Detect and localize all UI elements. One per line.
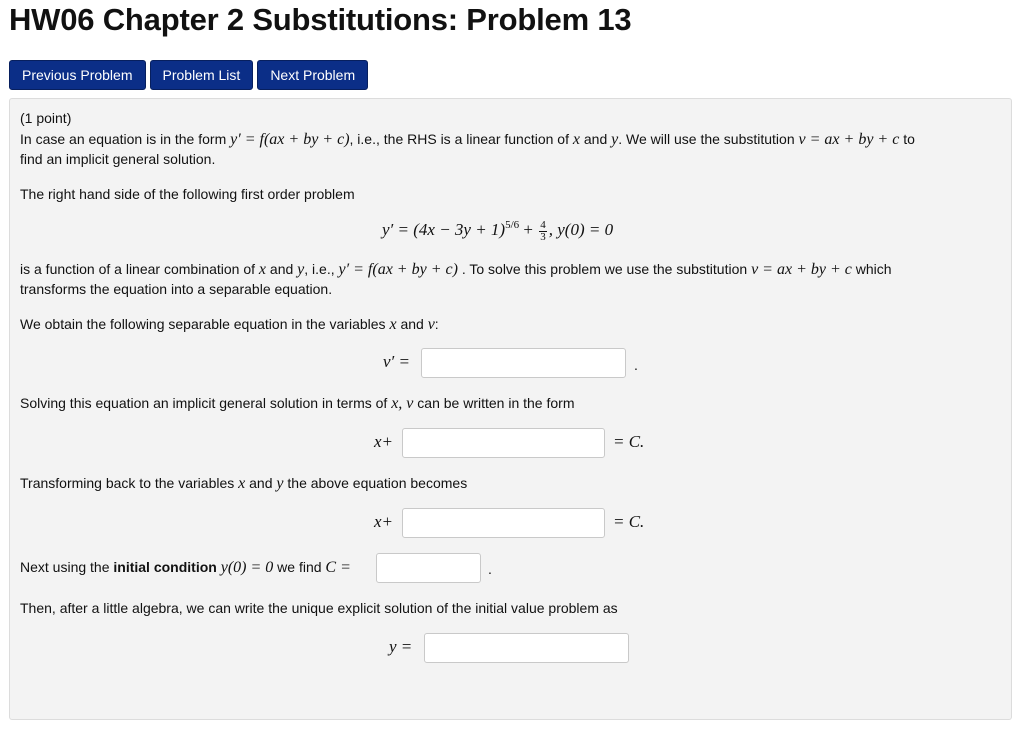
intro-x-math: x bbox=[572, 131, 580, 148]
separable-x-math: x bbox=[389, 316, 397, 333]
explicit-y-label-text: y = bbox=[389, 637, 413, 656]
linear-substitution-math: v = ax + by + c bbox=[751, 261, 852, 278]
separable-and: and bbox=[400, 316, 424, 332]
rhs-text: The right hand side of the following first order problem bbox=[20, 186, 355, 202]
problem-panel bbox=[9, 98, 1012, 720]
implicit-xv-equals-c-text: = C. bbox=[613, 432, 645, 451]
intro-text-a: In case an equation is in the form bbox=[20, 131, 227, 147]
implicit-xv-label-text: x+ bbox=[374, 432, 394, 451]
intro-line-2: find an implicit general solution. bbox=[20, 151, 216, 167]
linear-text-a: is a function of a linear combination of bbox=[20, 261, 256, 277]
ic-text-a: Next using the bbox=[20, 559, 110, 575]
transform-x-math: x bbox=[238, 475, 246, 492]
linear-x-math: x bbox=[258, 261, 267, 278]
points-label: (1 point) bbox=[20, 110, 72, 126]
ode-lhs: y′ = (4x − 3y + 1) bbox=[382, 220, 506, 239]
explicit-y-label bbox=[389, 637, 412, 657]
ode-plus: + bbox=[523, 220, 533, 239]
implicit-xy-equals-c bbox=[613, 512, 644, 532]
solve-text-b: can be written in the form bbox=[417, 395, 575, 411]
vprime-period: . bbox=[634, 357, 638, 373]
transform-y-math: y bbox=[276, 475, 284, 492]
vprime-label-text: v′ = bbox=[383, 352, 410, 371]
ic-c-label: C = bbox=[325, 559, 351, 576]
ode-equation bbox=[382, 219, 613, 243]
intro-text-b: , i.e., the RHS is a linear function of bbox=[349, 131, 569, 147]
separable-text: We obtain the following separable equation in the variables bbox=[20, 316, 386, 332]
ode-exponent: 5/6 bbox=[505, 219, 520, 231]
linear-text-c: . To solve this problem we use the substitution bbox=[461, 261, 748, 277]
previous-problem-button[interactable]: Previous Problem bbox=[9, 60, 146, 90]
explicit-solution-text: Then, after a little algebra, we can write the unique explicit solution of the initial value problem as bbox=[20, 600, 618, 616]
solve-xv-math: x, v bbox=[391, 395, 414, 412]
ode-fraction bbox=[539, 220, 547, 243]
transform-and: and bbox=[249, 475, 273, 491]
separable-v-math: v bbox=[427, 316, 435, 333]
separable-colon: : bbox=[434, 316, 439, 332]
linear-text-b: , i.e., bbox=[304, 261, 335, 277]
intro-to: to bbox=[903, 131, 915, 147]
explicit-y-answer-input[interactable] bbox=[424, 633, 629, 663]
implicit-xy-equals-c-text: = C. bbox=[613, 512, 645, 531]
implicit-xv-label bbox=[374, 432, 393, 452]
intro-text-c: . We will use the substitution bbox=[618, 131, 795, 147]
initial-condition-line bbox=[20, 557, 351, 578]
intro-and: and bbox=[583, 131, 608, 147]
transform-text-b: the above equation becomes bbox=[287, 475, 468, 491]
c-value-answer-input[interactable] bbox=[376, 553, 481, 583]
ic-text-b: we find bbox=[277, 559, 322, 575]
page-title: HW06 Chapter 2 Substitutions: Problem 13 bbox=[9, 2, 632, 37]
linear-form-math: y′ = f(ax + by + c) bbox=[338, 261, 458, 278]
linear-and: and bbox=[269, 261, 294, 277]
problem-list-button[interactable]: Problem List bbox=[150, 60, 254, 90]
linear-line-1 bbox=[20, 259, 892, 280]
ode-fraction-numerator: 4 bbox=[540, 218, 546, 231]
transform-line bbox=[20, 473, 467, 494]
implicit-xy-label bbox=[374, 512, 393, 532]
next-problem-button[interactable]: Next Problem bbox=[257, 60, 368, 90]
transform-text-a: Transforming back to the variables bbox=[20, 475, 235, 491]
ode-initial-condition: , y(0) = 0 bbox=[548, 220, 614, 239]
problem-navigation bbox=[9, 60, 368, 90]
solve-line bbox=[20, 393, 574, 414]
intro-line-1 bbox=[20, 129, 915, 150]
linear-which: which bbox=[855, 261, 892, 277]
linear-line-2: transforms the equation into a separable equation. bbox=[20, 281, 333, 297]
vprime-answer-input[interactable] bbox=[421, 348, 626, 378]
ic-bold-text: initial condition bbox=[113, 559, 217, 575]
implicit-xy-answer-input[interactable] bbox=[402, 508, 605, 538]
ode-fraction-denominator: 3 bbox=[540, 230, 546, 243]
c-value-period: . bbox=[488, 561, 492, 577]
implicit-xv-answer-input[interactable] bbox=[402, 428, 605, 458]
separable-line bbox=[20, 314, 439, 335]
implicit-xv-equals-c bbox=[613, 432, 644, 452]
implicit-xy-label-text: x+ bbox=[374, 512, 394, 531]
vprime-label bbox=[383, 352, 410, 372]
intro-form-math: y′ = f(ax + by + c) bbox=[230, 131, 350, 148]
solve-text-a: Solving this equation an implicit general solution in terms of bbox=[20, 395, 388, 411]
linear-y-math: y bbox=[297, 261, 305, 278]
intro-substitution-math: v = ax + by + c bbox=[798, 131, 900, 148]
ic-math: y(0) = 0 bbox=[220, 559, 274, 576]
intro-y-math: y bbox=[611, 131, 619, 148]
